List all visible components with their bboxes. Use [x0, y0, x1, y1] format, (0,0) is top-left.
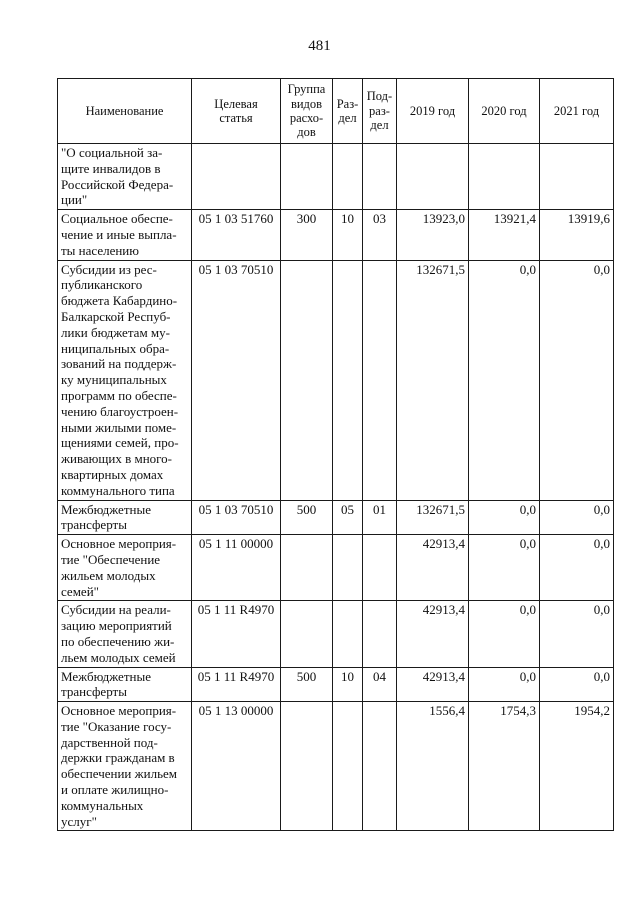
row-2021-cell: 0,0 [540, 667, 614, 702]
row-expense-group-cell: 500 [281, 667, 333, 702]
row-2021-cell: 13919,6 [540, 210, 614, 260]
row-subsection-cell [363, 601, 397, 667]
row-expense-group-cell [281, 535, 333, 601]
header-expense-group: Группа видов расхо- дов [281, 79, 333, 144]
table-row [58, 601, 614, 667]
header-name: Наименование [58, 79, 192, 144]
row-subsection-cell: 03 [363, 210, 397, 260]
row-2021-cell [540, 144, 614, 210]
table-row [58, 144, 614, 210]
table-row [58, 210, 614, 260]
row-target-article-cell: 05 1 03 51760 [192, 210, 281, 260]
row-target-article-cell: 05 1 11 00000 [192, 535, 281, 601]
header-row [58, 79, 614, 144]
row-target-article-cell: 05 1 03 70510 [192, 260, 281, 500]
budget-table [57, 78, 614, 831]
table-row [58, 702, 614, 831]
row-section-cell [333, 144, 363, 210]
row-name-cell: Межбюджетные трансферты [58, 667, 192, 702]
row-target-article-cell: 05 1 03 70510 [192, 500, 281, 535]
row-subsection-cell [363, 260, 397, 500]
row-2021-cell: 0,0 [540, 601, 614, 667]
row-section-cell [333, 601, 363, 667]
row-target-article-cell: 05 1 13 00000 [192, 702, 281, 831]
row-section-cell: 05 [333, 500, 363, 535]
row-name-cell: Межбюджетные трансферты [58, 500, 192, 535]
row-subsection-cell: 01 [363, 500, 397, 535]
row-expense-group-cell: 500 [281, 500, 333, 535]
row-subsection-cell [363, 702, 397, 831]
header-subsection: Под- раз- дел [363, 79, 397, 144]
row-2021-cell: 0,0 [540, 500, 614, 535]
row-target-article-cell [192, 144, 281, 210]
row-subsection-cell [363, 144, 397, 210]
row-section-cell [333, 535, 363, 601]
row-expense-group-cell [281, 601, 333, 667]
row-target-article-cell: 05 1 11 R4970 [192, 667, 281, 702]
header-2020: 2020 год [469, 79, 540, 144]
row-target-article-cell: 05 1 11 R4970 [192, 601, 281, 667]
row-section-cell [333, 260, 363, 500]
row-2021-cell: 0,0 [540, 535, 614, 601]
row-2019-cell: 42913,4 [397, 601, 469, 667]
row-name-cell: Субсидии из рес- публиканского бюджета Кабардино- Балкарской Респуб- лики бюджетам му- ниципальных обра- зований на поддерж- ку муниципальных программ по обеспе- чению благоустроен- ными жилыми поме- щениями семей, про- живающих в много- квартирных домах коммунального типа [58, 260, 192, 500]
row-expense-group-cell: 300 [281, 210, 333, 260]
row-2020-cell: 0,0 [469, 535, 540, 601]
row-2019-cell: 132671,5 [397, 260, 469, 500]
row-2020-cell: 0,0 [469, 601, 540, 667]
row-section-cell: 10 [333, 210, 363, 260]
row-2019-cell: 132671,5 [397, 500, 469, 535]
row-2019-cell: 42913,4 [397, 667, 469, 702]
row-2020-cell: 0,0 [469, 260, 540, 500]
row-2020-cell: 1754,3 [469, 702, 540, 831]
row-name-cell: Социальное обеспе- чение и иные выпла- ты населению [58, 210, 192, 260]
row-2020-cell [469, 144, 540, 210]
table-row [58, 260, 614, 500]
table-row [58, 667, 614, 702]
row-2019-cell: 1556,4 [397, 702, 469, 831]
header-target-article: Целевая статья [192, 79, 281, 144]
row-2019-cell: 13923,0 [397, 210, 469, 260]
row-2019-cell [397, 144, 469, 210]
row-section-cell: 10 [333, 667, 363, 702]
row-name-cell: Основное мероприя- тие "Обеспечение жильем молодых семей" [58, 535, 192, 601]
row-expense-group-cell [281, 260, 333, 500]
page-number: 481 [308, 38, 331, 54]
row-2020-cell: 0,0 [469, 500, 540, 535]
row-name-cell: Основное мероприя- тие "Оказание госу- дарственной под- держки гражданам в обеспечении жильем и оплате жилищно- коммунальных услуг" [58, 702, 192, 831]
row-2020-cell: 13921,4 [469, 210, 540, 260]
header-2019: 2019 год [397, 79, 469, 144]
row-2020-cell: 0,0 [469, 667, 540, 702]
row-subsection-cell: 04 [363, 667, 397, 702]
row-section-cell [333, 702, 363, 831]
row-subsection-cell [363, 535, 397, 601]
row-expense-group-cell [281, 144, 333, 210]
header-2021: 2021 год [540, 79, 614, 144]
row-name-cell: "О социальной за- щите инвалидов в Российской Федера- ции" [58, 144, 192, 210]
row-2021-cell: 0,0 [540, 260, 614, 500]
table-row [58, 500, 614, 535]
row-2019-cell: 42913,4 [397, 535, 469, 601]
row-name-cell: Субсидии на реали- зацию мероприятий по обеспечению жи- льем молодых семей [58, 601, 192, 667]
table-row [58, 535, 614, 601]
row-expense-group-cell [281, 702, 333, 831]
header-section: Раз- дел [333, 79, 363, 144]
row-2021-cell: 1954,2 [540, 702, 614, 831]
